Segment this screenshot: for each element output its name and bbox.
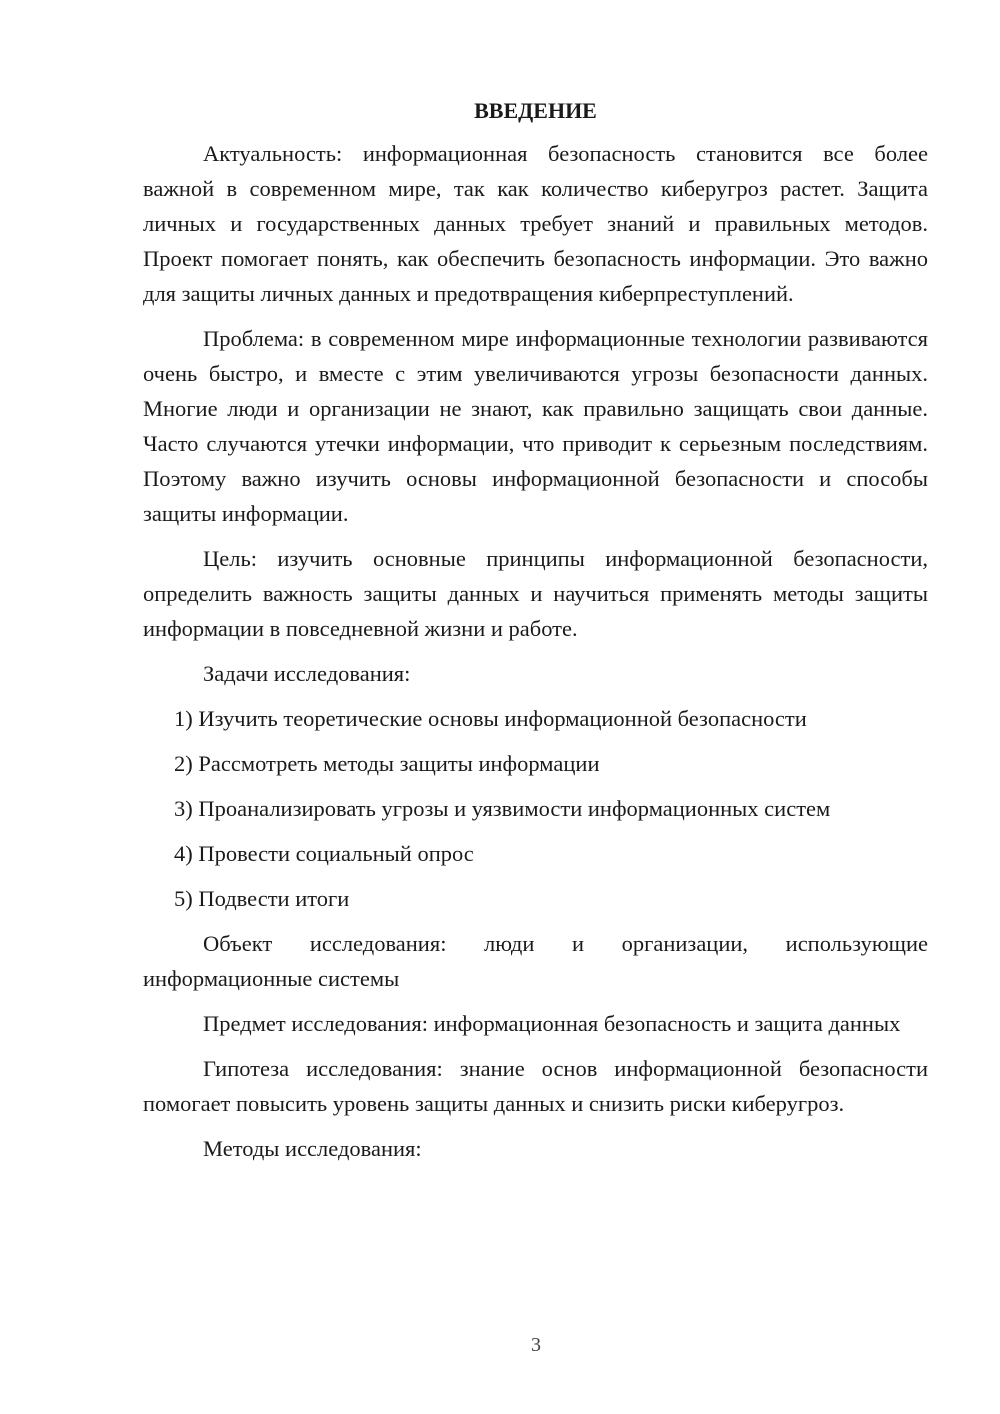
goal-paragraph: Цель: изучить основные принципы информационной безопасности, определить важность защиты данных и научиться применять методы защиты информации в повседневной жизни и работе.	[143, 546, 928, 641]
list-item: 2) Рассмотреть методы защиты информации	[174, 751, 600, 776]
list-item: 1) Изучить теоретические основы информационной безопасности	[174, 706, 807, 731]
list-item: 5) Подвести итоги	[174, 886, 350, 911]
relevance-paragraph: Актуальность: информационная безопасность становится все более важной в современном мире, так как количество киберугроз растет. Защита личных и государственных данных требует знаний и правильных методов. Проект помогает понять, как обеспечить безопасность информации. Это важно для защиты личных данных и предотвращения киберпреступлений.	[143, 141, 928, 306]
methods-heading: Методы исследования:	[203, 1136, 422, 1161]
object-paragraph: Объект исследования: люди и организации, использующие информационные системы	[143, 931, 928, 991]
list-item: 4) Провести социальный опрос	[174, 841, 474, 866]
problem-paragraph: Проблема: в современном мире информационные технологии развиваются очень быстро, и вместе с этим увеличиваются угрозы безопасности данных. Многие люди и организации не знают, как правильно защищать свои данные. Часто случаются утечки информации, что приводит к серьезным последствиям. Поэтому важно изучить основы информационной безопасности и способы защиты информации.	[143, 326, 928, 526]
document-page	[143, 96, 928, 1176]
tasks-list	[143, 701, 928, 916]
subject-paragraph: Предмет исследования: информационная безопасность и защита данных	[203, 1011, 901, 1036]
tasks-heading: Задачи исследования:	[203, 661, 411, 686]
hypothesis-paragraph: Гипотеза исследования: знание основ информационной безопасности помогает повысить уровень защиты данных и снизить риски киберугроз.	[143, 1056, 928, 1116]
page-number: 3	[531, 1334, 541, 1356]
section-title: ВВЕДЕНИЕ	[474, 98, 597, 123]
list-item: 3) Проанализировать угрозы и уязвимости информационных систем	[174, 796, 831, 821]
